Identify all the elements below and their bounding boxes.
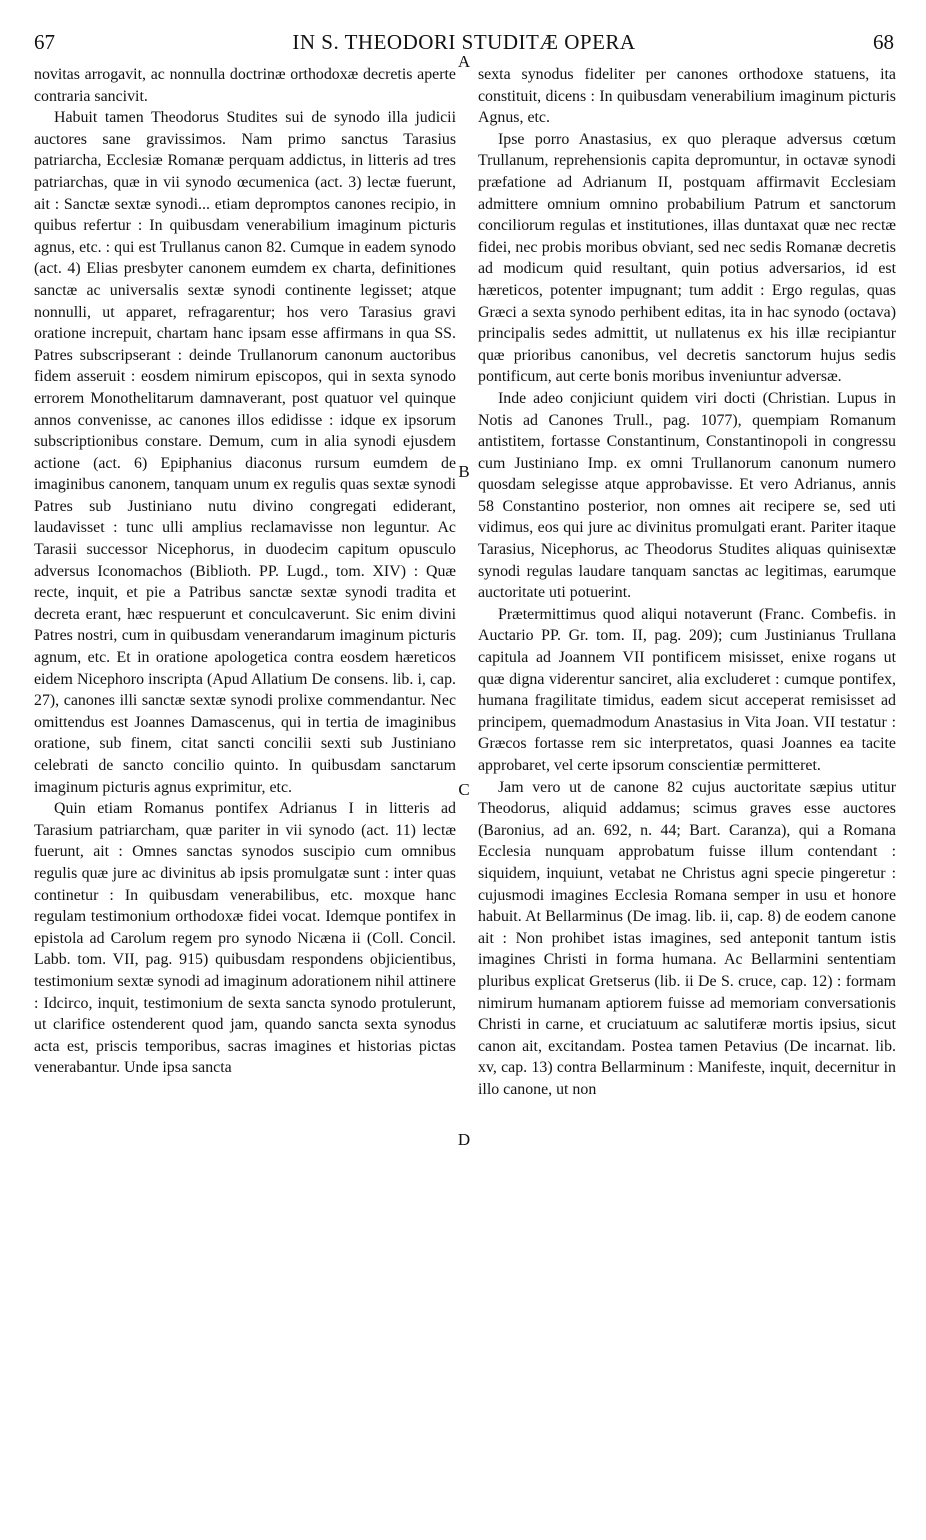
paragraph: Jam vero ut de canone 82 cujus auctoritate sæpius utitur Theodorus, aliquid addamus; scimus graves esse auctores (Baronius, ad an. 692, n. 44; Bart. Caranza), qui a Romana Ecclesia nunquam approbatum fuisse illum contendant : siquidem, inquiunt, vetabat ne Christus agni specie pingeretur : cujusmodi imagines Ecclesia Romana semper in usu et honore habuit. At Bellarminus (De imag. lib. ii, cap. 8) de eodem canone ait : Non prohibet istas imagines, sed anteponit tantum istis imagines Christi in forma humana. Ac Bellarmini sententiam pluribus explicat Gretserus (lib. ii De S. cruce, cap. 12) : formam nimirum humanam aptiorem fuisse ad memoriam conversationis Christi in carne, et cruciatuum ac salutiferæ mortis ipsius, sicut canon ait, excitandam. Postea tamen Petavius (De incarnat. lib. xv, cap. 13) contra Bellarminum : Manifeste, inquit, decernitur in illo canone, ut non [478, 778, 896, 1098]
margin-marker-d: D [457, 1130, 471, 1149]
paragraph: Ipse porro Anastasius, ex quo pleraque adversus cœtum Trullanum, reprehensionis capita depromuntur, in octavæ synodi præfatione ad Adrianum II, postquam affirmavit Ecclesiam admittere omnium omnino probabilium Patrum et sanctorum conciliorum regulas et institutiones, illas duntaxat quæ nec rectæ fidei, nec probis moribus obviant, sed nec sedis Romanæ decretis ad modicum quid resultant, quin potius adversarios, id est hæreticos, potenter impugnant; tum addit : Ergo regulas, quas Græci a sexta synodo perhibent editas, ita in hac synodo (octava) principalis sedes admittit, ut nullatenus ex his illæ recipiantur quæ prioribus canonibus, vel decretis sanctorum hujus sedis pontificum, aut certe bonis moribus inveniuntur adversæ. [478, 130, 896, 386]
margin-marker-a: A [457, 52, 471, 71]
running-title: IN S. THEODORI STUDITÆ OPERA [292, 30, 636, 54]
left-column [34, 64, 456, 1079]
right-column [478, 64, 896, 1101]
paragraph: Inde adeo conjiciunt quidem viri docti (Christian. Lupus in Notis ad Canones Trull., pag. 1077), quempiam Romanum antistitem, fortasse Constantinum, Constantinopoli in congressu cum Justiniano Imp. ex omni Trullanorum canonum numero quosdam selegisse atque approbavisse. Et vero Adrianus, annis 58 Constantino posterior, non omnes ait recipere se, sed uti vidimus, eos qui jure ac divinitus promulgati erant. Pariter itaque Tarasius, Nicephorus, ac Theodorus Studites aliquas quinisextæ synodi regulas laudare tanquam sanctas ac legitimas, earumque auctoritate uti potuerint. [478, 389, 896, 602]
margin-marker-c: C [458, 780, 470, 799]
page-number-left: 67 [34, 30, 55, 54]
paragraph: Quin etiam Romanus pontifex Adrianus I in litteris ad Tarasium patriarcham, quæ pariter in vii synodo (act. 11) lectæ fuerunt, ait : Omnes sanctas synodos suscipio cum omnibus regulis quæ jure ac divinitus ab ipsis promulgatæ sunt : inter quas continetur : In quibusdam venerabilibus, etc. moxque hanc regulam testimonium orthodoxæ fidei vocat. Idemque pontifex in epistola ad Carolum regem pro synodo Nicæna ii (Coll. Concil. Labb. tom. VII, pag. 915) quibusdam respondens objicientibus, testimonium sextæ synodi ad imaginum adorationem nihil attinere : Idcirco, inquit, testimonium de sexta sancta synodo protulerunt, ut clarifice ostenderent quod jam, quando sancta sexta synodus acta est, priscis temporibus, sacras imagines et historias pictas venerabantur. Unde ipsa sancta [34, 800, 456, 1077]
paragraph: sexta synodus fideliter per canones orthodoxe statuens, ita constituit, dicens : In quibusdam venerabilium imaginum picturis Agnus, etc. [478, 66, 896, 127]
page-number-right: 68 [873, 30, 894, 54]
paragraph: Habuit tamen Theodorus Studites sui de synodo illa judicii auctores sane gravissimos. Nam primo sanctus Tarasius patriarcha, Ecclesiæ Romanæ perquam addictus, in litteris ad tres patriarchas, quæ in vii synodo œcumenica (act. 3) lectæ fuerunt, ait : Sanctæ sextæ synodi... etiam depromptos canones recipio, in quibus refertur : In quibusdam venerabilium imaginum picturis agnus, etc. : qui est Trullanus canon 82. Cumque in eadem synodo (act. 4) Elias presbyter canonem eumdem ex charta, definitiones sanctæ ac universalis sextæ synodi continente legisset; atque nonnulli, ut apparet, refragarentur; hos vero Tarasius gravi oratione increpuit, chartam hanc ipsam esse affirmans in qua SS. Patres subscripserant : deinde Trullanorum canonum auctoribus fidem asseruit : eosdem nimirum episcopos, qui in sexta synodo errorem Monothelitarum damnaverant, post quatuor vel quinque annos convenisse, ac canones illos edidisse : idque ex ipsorum subscriptionibus constare. Demum, cum in alia synodi ejusdem actione (act. 6) Epiphanius diaconus rursum eumdem de imaginibus canonem, tanquam unum ex regulis quas sextæ synodi Patres sub Justiniano nutu divino congregati ediderant, laudavisset : tunc ulli amplius reclamavisse non leguntur. Ac Tarasii successor Nicephorus, in duodecim capitum opusculo adversus Iconomachos (Biblioth. PP. Lugd., tom. XIV) : Quæ recte, inquit, et pie a Patribus sanctæ sextæ synodi tradita et decreta erant, hæc respuerunt et conculcaverunt. Sic enim divini Patres nostri, cum in quibusdam venerandarum imaginum picturis agnum, etc. Et in oratione apologetica contra eosdem hæreticos eidem Nicephoro inscripta (Apud Allatium De consens. lib. i, cap. 27), canones illi sanctæ sextæ synodi prolixe commendantur. Nec omittendus est Joannes Damascenus, qui in tertia de imaginibus oratione, sub finem, citat sancti concilii sexti sub Justiniano celebrati de sancto concilio quinto. In quibusdam sanctarum imaginum picturis agnus exprimitur, etc. [34, 109, 456, 796]
margin-marker-b: B [458, 462, 470, 481]
paragraph: novitas arrogavit, ac nonnulla doctrinæ orthodoxæ decretis aperte contraria sancivit. [34, 66, 456, 105]
paragraph: Prætermittimus quod aliqui notaverunt (Franc. Combefis. in Auctario PP. Gr. tom. II, pag. 209); cum Justinianus Trullana capitula ad Joannem VII pontificem misisset, enixe rogans ut quæ digna viderentur sanciret, alia excluderet : cumque pontifex, humana fragilitate timidus, eadem sicut acceperat remisisset ad principem, quemadmodum Anastasius in Vita Joan. VII testatur : Græcos fortasse rem sic interpretatos, quasi Joannes ea tacite approbaret, vel certe ipsorum conscientiæ permitteret. [478, 605, 896, 774]
